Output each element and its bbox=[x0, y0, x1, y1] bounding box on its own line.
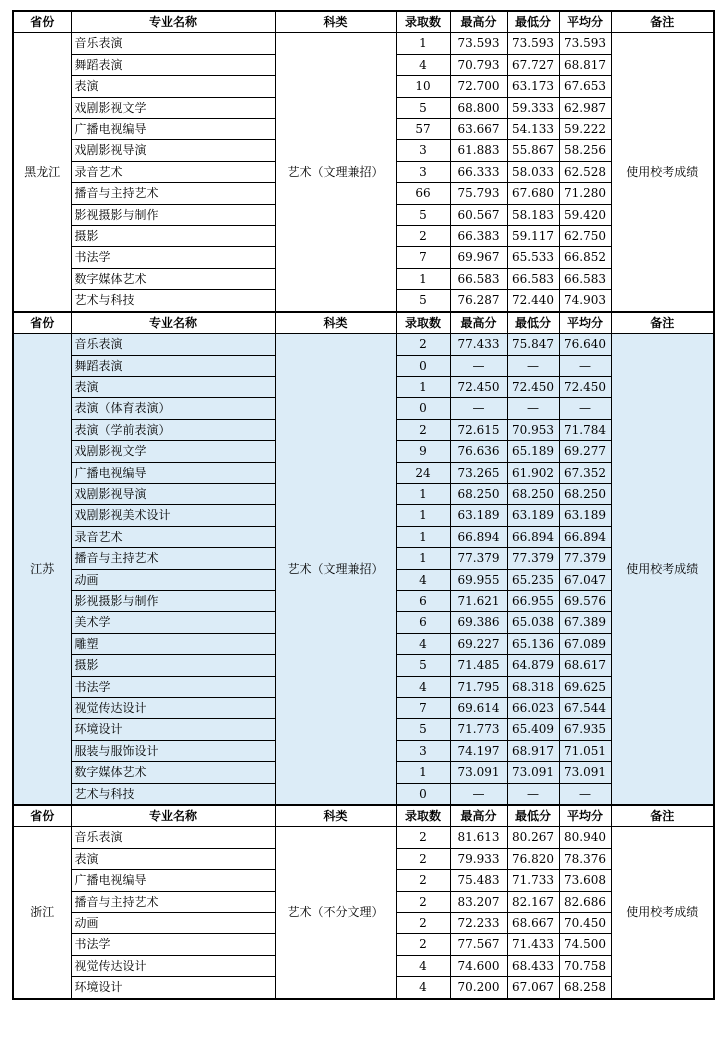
admit-count-cell: 1 bbox=[396, 33, 450, 54]
avg-score-cell: 68.258 bbox=[559, 977, 611, 999]
header-count: 录取数 bbox=[396, 805, 450, 827]
min-score-cell: 65.533 bbox=[507, 247, 559, 268]
max-score-cell: 71.795 bbox=[450, 676, 507, 697]
max-score-cell: 79.933 bbox=[450, 848, 507, 869]
min-score-cell: 63.189 bbox=[507, 505, 559, 526]
table-row bbox=[13, 33, 714, 54]
avg-score-cell: 78.376 bbox=[559, 848, 611, 869]
header-count: 录取数 bbox=[396, 11, 450, 33]
header-note: 备注 bbox=[611, 312, 714, 334]
header-major: 专业名称 bbox=[71, 11, 275, 33]
max-score-cell: 63.667 bbox=[450, 119, 507, 140]
min-score-cell: — bbox=[507, 783, 559, 805]
min-score-cell: 63.173 bbox=[507, 76, 559, 97]
header-avg: 平均分 bbox=[559, 805, 611, 827]
max-score-cell: 60.567 bbox=[450, 204, 507, 225]
admit-count-cell: 1 bbox=[396, 376, 450, 397]
admit-count-cell: 6 bbox=[396, 612, 450, 633]
min-score-cell: 55.867 bbox=[507, 140, 559, 161]
min-score-cell: 80.267 bbox=[507, 827, 559, 848]
header-max: 最高分 bbox=[450, 805, 507, 827]
admission-scores-table bbox=[12, 10, 715, 1000]
admit-count-cell: 0 bbox=[396, 398, 450, 419]
major-name-cell: 表演（体育表演） bbox=[71, 398, 275, 419]
max-score-cell: 69.386 bbox=[450, 612, 507, 633]
min-score-cell: 66.894 bbox=[507, 526, 559, 547]
admit-count-cell: 0 bbox=[396, 355, 450, 376]
max-score-cell: 72.700 bbox=[450, 76, 507, 97]
major-name-cell: 书法学 bbox=[71, 676, 275, 697]
admit-count-cell: 2 bbox=[396, 827, 450, 848]
major-name-cell: 播音与主持艺术 bbox=[71, 183, 275, 204]
avg-score-cell: 69.277 bbox=[559, 441, 611, 462]
province-cell: 黑龙江 bbox=[13, 33, 71, 312]
max-score-cell: 73.593 bbox=[450, 33, 507, 54]
avg-score-cell: 70.758 bbox=[559, 955, 611, 976]
header-province: 省份 bbox=[13, 805, 71, 827]
major-name-cell: 音乐表演 bbox=[71, 827, 275, 848]
max-score-cell: 83.207 bbox=[450, 891, 507, 912]
header-subject: 科类 bbox=[275, 312, 396, 334]
header-count: 录取数 bbox=[396, 312, 450, 334]
major-name-cell: 音乐表演 bbox=[71, 334, 275, 355]
admit-count-cell: 4 bbox=[396, 569, 450, 590]
min-score-cell: 65.136 bbox=[507, 633, 559, 654]
avg-score-cell: 74.500 bbox=[559, 934, 611, 955]
admit-count-cell: 4 bbox=[396, 54, 450, 75]
avg-score-cell: 67.089 bbox=[559, 633, 611, 654]
header-note: 备注 bbox=[611, 11, 714, 33]
major-name-cell: 戏剧影视导演 bbox=[71, 140, 275, 161]
min-score-cell: 64.879 bbox=[507, 655, 559, 676]
major-name-cell: 录音艺术 bbox=[71, 526, 275, 547]
major-name-cell: 视觉传达设计 bbox=[71, 955, 275, 976]
major-name-cell: 艺术与科技 bbox=[71, 290, 275, 312]
admit-count-cell: 5 bbox=[396, 655, 450, 676]
max-score-cell: 68.250 bbox=[450, 483, 507, 504]
admit-count-cell: 5 bbox=[396, 97, 450, 118]
max-score-cell: 73.265 bbox=[450, 462, 507, 483]
avg-score-cell: 80.940 bbox=[559, 827, 611, 848]
note-cell: 使用校考成绩 bbox=[611, 827, 714, 999]
header-subject: 科类 bbox=[275, 805, 396, 827]
major-name-cell: 动画 bbox=[71, 913, 275, 934]
min-score-cell: — bbox=[507, 355, 559, 376]
avg-score-cell: 67.935 bbox=[559, 719, 611, 740]
avg-score-cell: 77.379 bbox=[559, 548, 611, 569]
header-row bbox=[13, 11, 714, 33]
subject-category-cell: 艺术（文理兼招） bbox=[275, 334, 396, 805]
avg-score-cell: — bbox=[559, 783, 611, 805]
max-score-cell: 76.636 bbox=[450, 441, 507, 462]
major-name-cell: 播音与主持艺术 bbox=[71, 891, 275, 912]
min-score-cell: 68.667 bbox=[507, 913, 559, 934]
min-score-cell: 65.409 bbox=[507, 719, 559, 740]
max-score-cell: 63.189 bbox=[450, 505, 507, 526]
min-score-cell: — bbox=[507, 398, 559, 419]
admit-count-cell: 24 bbox=[396, 462, 450, 483]
min-score-cell: 61.902 bbox=[507, 462, 559, 483]
min-score-cell: 59.117 bbox=[507, 226, 559, 247]
admit-count-cell: 4 bbox=[396, 955, 450, 976]
header-min: 最低分 bbox=[507, 11, 559, 33]
admit-count-cell: 2 bbox=[396, 848, 450, 869]
header-row bbox=[13, 805, 714, 827]
max-score-cell: 74.197 bbox=[450, 740, 507, 761]
admit-count-cell: 1 bbox=[396, 548, 450, 569]
max-score-cell: 77.567 bbox=[450, 934, 507, 955]
major-name-cell: 录音艺术 bbox=[71, 161, 275, 182]
max-score-cell: 75.793 bbox=[450, 183, 507, 204]
major-name-cell: 广播电视编导 bbox=[71, 462, 275, 483]
max-score-cell: 69.227 bbox=[450, 633, 507, 654]
note-cell: 使用校考成绩 bbox=[611, 33, 714, 312]
max-score-cell: 74.600 bbox=[450, 955, 507, 976]
min-score-cell: 82.167 bbox=[507, 891, 559, 912]
max-score-cell: 77.379 bbox=[450, 548, 507, 569]
header-row bbox=[13, 312, 714, 334]
major-name-cell: 摄影 bbox=[71, 226, 275, 247]
avg-score-cell: 66.894 bbox=[559, 526, 611, 547]
admit-count-cell: 9 bbox=[396, 441, 450, 462]
avg-score-cell: 68.250 bbox=[559, 483, 611, 504]
admit-count-cell: 1 bbox=[396, 483, 450, 504]
min-score-cell: 72.440 bbox=[507, 290, 559, 312]
admit-count-cell: 1 bbox=[396, 505, 450, 526]
admit-count-cell: 3 bbox=[396, 740, 450, 761]
min-score-cell: 67.727 bbox=[507, 54, 559, 75]
admit-count-cell: 2 bbox=[396, 870, 450, 891]
admit-count-cell: 3 bbox=[396, 140, 450, 161]
max-score-cell: 71.621 bbox=[450, 590, 507, 611]
min-score-cell: 76.820 bbox=[507, 848, 559, 869]
admit-count-cell: 3 bbox=[396, 161, 450, 182]
header-province: 省份 bbox=[13, 11, 71, 33]
admit-count-cell: 5 bbox=[396, 290, 450, 312]
avg-score-cell: 69.625 bbox=[559, 676, 611, 697]
admit-count-cell: 7 bbox=[396, 247, 450, 268]
avg-score-cell: 73.091 bbox=[559, 762, 611, 783]
subject-category-cell: 艺术（文理兼招） bbox=[275, 33, 396, 312]
table-body bbox=[13, 11, 714, 999]
min-score-cell: 68.318 bbox=[507, 676, 559, 697]
max-score-cell: 68.800 bbox=[450, 97, 507, 118]
max-score-cell: 76.287 bbox=[450, 290, 507, 312]
min-score-cell: 59.333 bbox=[507, 97, 559, 118]
avg-score-cell: 70.450 bbox=[559, 913, 611, 934]
min-score-cell: 65.038 bbox=[507, 612, 559, 633]
min-score-cell: 54.133 bbox=[507, 119, 559, 140]
admit-count-cell: 5 bbox=[396, 719, 450, 740]
avg-score-cell: — bbox=[559, 355, 611, 376]
max-score-cell: 72.233 bbox=[450, 913, 507, 934]
admit-count-cell: 2 bbox=[396, 891, 450, 912]
admit-count-cell: 2 bbox=[396, 913, 450, 934]
avg-score-cell: 67.653 bbox=[559, 76, 611, 97]
major-name-cell: 视觉传达设计 bbox=[71, 698, 275, 719]
min-score-cell: 70.953 bbox=[507, 419, 559, 440]
admit-count-cell: 7 bbox=[396, 698, 450, 719]
major-name-cell: 播音与主持艺术 bbox=[71, 548, 275, 569]
max-score-cell: — bbox=[450, 355, 507, 376]
admit-count-cell: 4 bbox=[396, 633, 450, 654]
min-score-cell: 66.955 bbox=[507, 590, 559, 611]
admit-count-cell: 5 bbox=[396, 204, 450, 225]
admit-count-cell: 1 bbox=[396, 268, 450, 289]
header-min: 最低分 bbox=[507, 805, 559, 827]
min-score-cell: 68.917 bbox=[507, 740, 559, 761]
avg-score-cell: 66.852 bbox=[559, 247, 611, 268]
min-score-cell: 58.183 bbox=[507, 204, 559, 225]
major-name-cell: 动画 bbox=[71, 569, 275, 590]
avg-score-cell: 69.576 bbox=[559, 590, 611, 611]
avg-score-cell: 74.903 bbox=[559, 290, 611, 312]
major-name-cell: 环境设计 bbox=[71, 977, 275, 999]
admit-count-cell: 1 bbox=[396, 526, 450, 547]
max-score-cell: 66.583 bbox=[450, 268, 507, 289]
avg-score-cell: 62.987 bbox=[559, 97, 611, 118]
major-name-cell: 戏剧影视文学 bbox=[71, 441, 275, 462]
header-subject: 科类 bbox=[275, 11, 396, 33]
avg-score-cell: 68.617 bbox=[559, 655, 611, 676]
admit-count-cell: 2 bbox=[396, 226, 450, 247]
header-min: 最低分 bbox=[507, 312, 559, 334]
major-name-cell: 广播电视编导 bbox=[71, 119, 275, 140]
min-score-cell: 67.067 bbox=[507, 977, 559, 999]
major-name-cell: 数字媒体艺术 bbox=[71, 268, 275, 289]
major-name-cell: 表演 bbox=[71, 848, 275, 869]
header-major: 专业名称 bbox=[71, 805, 275, 827]
max-score-cell: 66.333 bbox=[450, 161, 507, 182]
province-cell: 浙江 bbox=[13, 827, 71, 999]
max-score-cell: 70.200 bbox=[450, 977, 507, 999]
major-name-cell: 表演 bbox=[71, 376, 275, 397]
major-name-cell: 影视摄影与制作 bbox=[71, 590, 275, 611]
max-score-cell: 77.433 bbox=[450, 334, 507, 355]
max-score-cell: 66.894 bbox=[450, 526, 507, 547]
major-name-cell: 广播电视编导 bbox=[71, 870, 275, 891]
header-major: 专业名称 bbox=[71, 312, 275, 334]
avg-score-cell: 58.256 bbox=[559, 140, 611, 161]
admit-count-cell: 2 bbox=[396, 934, 450, 955]
admit-count-cell: 4 bbox=[396, 676, 450, 697]
major-name-cell: 表演（学前表演） bbox=[71, 419, 275, 440]
header-avg: 平均分 bbox=[559, 11, 611, 33]
max-score-cell: 71.773 bbox=[450, 719, 507, 740]
header-province: 省份 bbox=[13, 312, 71, 334]
max-score-cell: — bbox=[450, 398, 507, 419]
max-score-cell: 70.793 bbox=[450, 54, 507, 75]
min-score-cell: 71.433 bbox=[507, 934, 559, 955]
admit-count-cell: 6 bbox=[396, 590, 450, 611]
avg-score-cell: 71.280 bbox=[559, 183, 611, 204]
major-name-cell: 摄影 bbox=[71, 655, 275, 676]
max-score-cell: 81.613 bbox=[450, 827, 507, 848]
min-score-cell: 68.250 bbox=[507, 483, 559, 504]
max-score-cell: 61.883 bbox=[450, 140, 507, 161]
admit-count-cell: 1 bbox=[396, 762, 450, 783]
min-score-cell: 73.091 bbox=[507, 762, 559, 783]
max-score-cell: 69.967 bbox=[450, 247, 507, 268]
avg-score-cell: 59.420 bbox=[559, 204, 611, 225]
note-cell: 使用校考成绩 bbox=[611, 334, 714, 805]
avg-score-cell: 71.051 bbox=[559, 740, 611, 761]
min-score-cell: 73.593 bbox=[507, 33, 559, 54]
admit-count-cell: 10 bbox=[396, 76, 450, 97]
major-name-cell: 书法学 bbox=[71, 247, 275, 268]
avg-score-cell: 66.583 bbox=[559, 268, 611, 289]
header-max: 最高分 bbox=[450, 11, 507, 33]
header-max: 最高分 bbox=[450, 312, 507, 334]
major-name-cell: 影视摄影与制作 bbox=[71, 204, 275, 225]
major-name-cell: 戏剧影视美术设计 bbox=[71, 505, 275, 526]
avg-score-cell: 76.640 bbox=[559, 334, 611, 355]
major-name-cell: 音乐表演 bbox=[71, 33, 275, 54]
max-score-cell: — bbox=[450, 783, 507, 805]
avg-score-cell: 67.544 bbox=[559, 698, 611, 719]
admit-count-cell: 2 bbox=[396, 334, 450, 355]
max-score-cell: 71.485 bbox=[450, 655, 507, 676]
max-score-cell: 72.450 bbox=[450, 376, 507, 397]
min-score-cell: 65.235 bbox=[507, 569, 559, 590]
max-score-cell: 66.383 bbox=[450, 226, 507, 247]
max-score-cell: 73.091 bbox=[450, 762, 507, 783]
subject-category-cell: 艺术（不分文理） bbox=[275, 827, 396, 999]
min-score-cell: 67.680 bbox=[507, 183, 559, 204]
avg-score-cell: 67.352 bbox=[559, 462, 611, 483]
min-score-cell: 68.433 bbox=[507, 955, 559, 976]
avg-score-cell: 72.450 bbox=[559, 376, 611, 397]
header-note: 备注 bbox=[611, 805, 714, 827]
admit-count-cell: 2 bbox=[396, 419, 450, 440]
admit-count-cell: 66 bbox=[396, 183, 450, 204]
avg-score-cell: 59.222 bbox=[559, 119, 611, 140]
max-score-cell: 72.615 bbox=[450, 419, 507, 440]
avg-score-cell: 71.784 bbox=[559, 419, 611, 440]
major-name-cell: 书法学 bbox=[71, 934, 275, 955]
table-row bbox=[13, 827, 714, 848]
min-score-cell: 66.583 bbox=[507, 268, 559, 289]
min-score-cell: 75.847 bbox=[507, 334, 559, 355]
min-score-cell: 58.033 bbox=[507, 161, 559, 182]
major-name-cell: 表演 bbox=[71, 76, 275, 97]
avg-score-cell: 63.189 bbox=[559, 505, 611, 526]
max-score-cell: 69.955 bbox=[450, 569, 507, 590]
major-name-cell: 环境设计 bbox=[71, 719, 275, 740]
major-name-cell: 数字媒体艺术 bbox=[71, 762, 275, 783]
major-name-cell: 戏剧影视导演 bbox=[71, 483, 275, 504]
major-name-cell: 艺术与科技 bbox=[71, 783, 275, 805]
table-row bbox=[13, 334, 714, 355]
avg-score-cell: 68.817 bbox=[559, 54, 611, 75]
province-cell: 江苏 bbox=[13, 334, 71, 805]
admit-count-cell: 4 bbox=[396, 977, 450, 999]
major-name-cell: 舞蹈表演 bbox=[71, 54, 275, 75]
avg-score-cell: 62.528 bbox=[559, 161, 611, 182]
avg-score-cell: 67.047 bbox=[559, 569, 611, 590]
avg-score-cell: — bbox=[559, 398, 611, 419]
min-score-cell: 71.733 bbox=[507, 870, 559, 891]
max-score-cell: 75.483 bbox=[450, 870, 507, 891]
avg-score-cell: 73.608 bbox=[559, 870, 611, 891]
major-name-cell: 舞蹈表演 bbox=[71, 355, 275, 376]
avg-score-cell: 82.686 bbox=[559, 891, 611, 912]
major-name-cell: 戏剧影视文学 bbox=[71, 97, 275, 118]
avg-score-cell: 73.593 bbox=[559, 33, 611, 54]
admit-count-cell: 57 bbox=[396, 119, 450, 140]
min-score-cell: 77.379 bbox=[507, 548, 559, 569]
header-avg: 平均分 bbox=[559, 312, 611, 334]
avg-score-cell: 62.750 bbox=[559, 226, 611, 247]
min-score-cell: 65.189 bbox=[507, 441, 559, 462]
major-name-cell: 雕塑 bbox=[71, 633, 275, 654]
admit-count-cell: 0 bbox=[396, 783, 450, 805]
min-score-cell: 66.023 bbox=[507, 698, 559, 719]
max-score-cell: 69.614 bbox=[450, 698, 507, 719]
avg-score-cell: 67.389 bbox=[559, 612, 611, 633]
major-name-cell: 服装与服饰设计 bbox=[71, 740, 275, 761]
min-score-cell: 72.450 bbox=[507, 376, 559, 397]
major-name-cell: 美术学 bbox=[71, 612, 275, 633]
